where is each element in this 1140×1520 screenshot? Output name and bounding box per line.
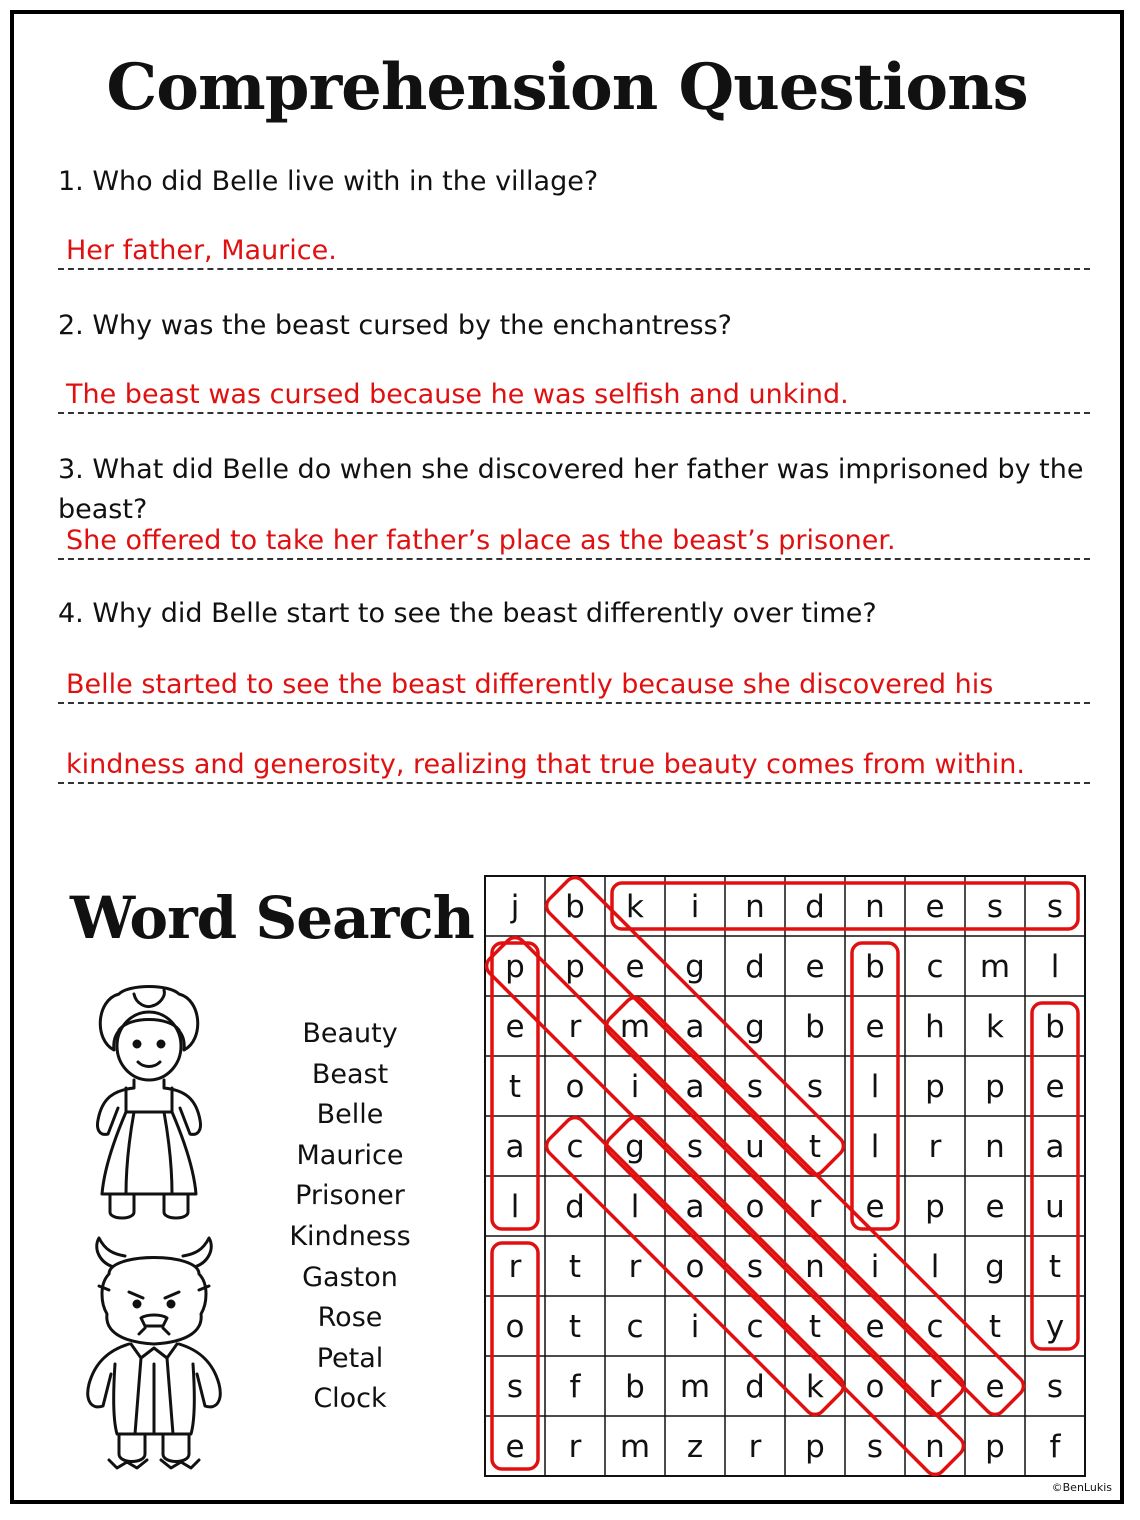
grid-letter: d [745, 1369, 765, 1405]
grid-letter: y [1045, 1309, 1065, 1345]
grid-letter: e [505, 1429, 525, 1465]
grid-letter: f [1049, 1429, 1061, 1465]
answer-3-text: She offered to take her father’s place as the beast’s prisoner. [66, 525, 896, 556]
grid-letter: k [986, 1009, 1004, 1045]
grid-letter: t [988, 1309, 1002, 1345]
grid-letter: t [1048, 1249, 1062, 1285]
question-1: 1. Who did Belle live with in the village? [58, 166, 599, 197]
question-4: 4. Why did Belle start to see the beast differently over time? [58, 598, 877, 629]
grid-letter: t [568, 1309, 582, 1345]
grid-letter: p [565, 949, 585, 985]
word-search-title: Word Search [70, 884, 474, 952]
answer-4-text-line-2: kindness and generosity, realizing that true beauty comes from within. [66, 749, 1025, 780]
grid-letter: e [865, 1189, 885, 1225]
grid-letter: c [746, 1309, 764, 1345]
grid-letter: s [1046, 889, 1064, 925]
page-title: Comprehension Questions [106, 50, 1028, 125]
word-list-item: Rose [317, 1302, 383, 1334]
grid-letter: e [925, 889, 945, 925]
answer-4-text-line-1: Belle started to see the beast differently because she discovered his [66, 669, 994, 700]
grid-letter: m [979, 949, 1011, 985]
grid-letter: m [619, 1429, 651, 1465]
grid-letter: t [808, 1309, 822, 1345]
grid-letter: i [870, 1249, 880, 1285]
grid-letter: g [685, 949, 705, 985]
grid-letter: r [628, 1249, 642, 1285]
grid-letter: j [510, 889, 520, 925]
grid-letter: e [625, 949, 645, 985]
grid-letter: e [865, 1309, 885, 1345]
grid-letter: p [805, 1429, 825, 1465]
grid-letter: o [565, 1069, 585, 1105]
grid-letter: t [568, 1249, 582, 1285]
grid-letter: s [746, 1249, 764, 1285]
grid-letter: m [619, 1009, 651, 1045]
grid-letter: z [686, 1429, 704, 1465]
grid-letter: a [505, 1129, 525, 1165]
grid-letter: g [985, 1249, 1005, 1285]
grid-letter: e [985, 1189, 1005, 1225]
word-list-item: Petal [316, 1342, 384, 1374]
grid-letter: b [865, 949, 885, 985]
grid-letter: d [805, 889, 825, 925]
grid-letter: s [506, 1369, 524, 1405]
grid-letter: r [928, 1369, 942, 1405]
grid-letter: n [745, 889, 765, 925]
grid-letter: t [808, 1129, 822, 1165]
grid-letter: i [630, 1069, 640, 1105]
grid-letter: b [625, 1369, 645, 1405]
grid-letter: c [926, 1309, 944, 1345]
grid-letter: f [569, 1369, 581, 1405]
grid-letter: k [806, 1369, 824, 1405]
grid-letter: r [508, 1249, 522, 1285]
grid-letter: s [986, 889, 1004, 925]
grid-letter: a [685, 1189, 705, 1225]
grid-letter: s [1046, 1369, 1064, 1405]
grid-letter: l [1050, 949, 1060, 985]
word-list-item: Kindness [289, 1220, 411, 1252]
grid-letter: p [925, 1189, 945, 1225]
grid-letter: l [930, 1249, 940, 1285]
grid-letter: r [568, 1009, 582, 1045]
grid-letter: n [865, 889, 885, 925]
grid-letter: h [925, 1009, 945, 1045]
grid-letter: e [805, 949, 825, 985]
grid-letter: d [565, 1189, 585, 1225]
grid-letter: s [866, 1429, 884, 1465]
question-3: 3. What did Belle do when she discovered her father was imprisoned by the beast? [58, 454, 1084, 525]
word-list-item: Belle [316, 1099, 384, 1131]
grid-letter: n [985, 1129, 1005, 1165]
grid-letter: a [1045, 1129, 1065, 1165]
grid-letter: t [508, 1069, 522, 1105]
grid-letter: b [805, 1009, 825, 1045]
grid-letter: o [685, 1249, 705, 1285]
grid-letter: n [805, 1249, 825, 1285]
grid-letter: s [746, 1069, 764, 1105]
word-list-item: Gaston [302, 1261, 398, 1293]
question-2: 2. Why was the beast cursed by the enchantress? [58, 310, 732, 341]
grid-letter: c [566, 1129, 584, 1165]
grid-letter: e [985, 1369, 1005, 1405]
word-list-item: Clock [313, 1383, 387, 1415]
grid-letter: o [505, 1309, 525, 1345]
grid-letter: c [926, 949, 944, 985]
grid-letter: p [985, 1069, 1005, 1105]
grid-letter: g [625, 1129, 645, 1165]
grid-letter: e [865, 1009, 885, 1045]
grid-letter: b [565, 889, 585, 925]
grid-letter: o [745, 1189, 765, 1225]
grid-letter: c [626, 1309, 644, 1345]
grid-letter: u [1045, 1189, 1065, 1225]
grid-letter: e [505, 1009, 525, 1045]
grid-letter: k [626, 889, 644, 925]
grid-letter: u [745, 1129, 765, 1165]
word-list-item: Maurice [296, 1139, 404, 1171]
word-list-item: Beauty [302, 1018, 398, 1049]
grid-letter: i [690, 1309, 700, 1345]
grid-letter: s [686, 1129, 704, 1165]
grid-letter: r [748, 1429, 762, 1465]
grid-letter: s [806, 1069, 824, 1105]
grid-letter: i [690, 889, 700, 925]
grid-letter: a [685, 1009, 705, 1045]
answer-2-text: The beast was cursed because he was selfish and unkind. [66, 379, 849, 410]
grid-letter: l [870, 1069, 880, 1105]
grid-letter: g [745, 1009, 765, 1045]
word-list-item: Beast [311, 1058, 389, 1090]
grid-letter: m [679, 1369, 711, 1405]
grid-letter: o [865, 1369, 885, 1405]
grid-letter: n [925, 1429, 945, 1465]
grid-letter: r [568, 1429, 582, 1465]
grid-letter: r [928, 1129, 942, 1165]
grid-letter: e [1045, 1069, 1065, 1105]
grid-letter: r [808, 1189, 822, 1225]
word-list-item: Prisoner [295, 1180, 405, 1212]
grid-letter: a [685, 1069, 705, 1105]
grid-letter: b [1045, 1009, 1065, 1045]
grid-letter: p [985, 1429, 1005, 1465]
credit: ©BenLukis [1051, 1481, 1112, 1494]
grid-letter: d [745, 949, 765, 985]
grid-letter: l [510, 1189, 520, 1225]
answer-1-text: Her father, Maurice. [66, 235, 337, 266]
grid-letter: l [630, 1189, 640, 1225]
grid-letter: p [925, 1069, 945, 1105]
grid-letter: l [870, 1129, 880, 1165]
grid-letter: p [505, 949, 525, 985]
